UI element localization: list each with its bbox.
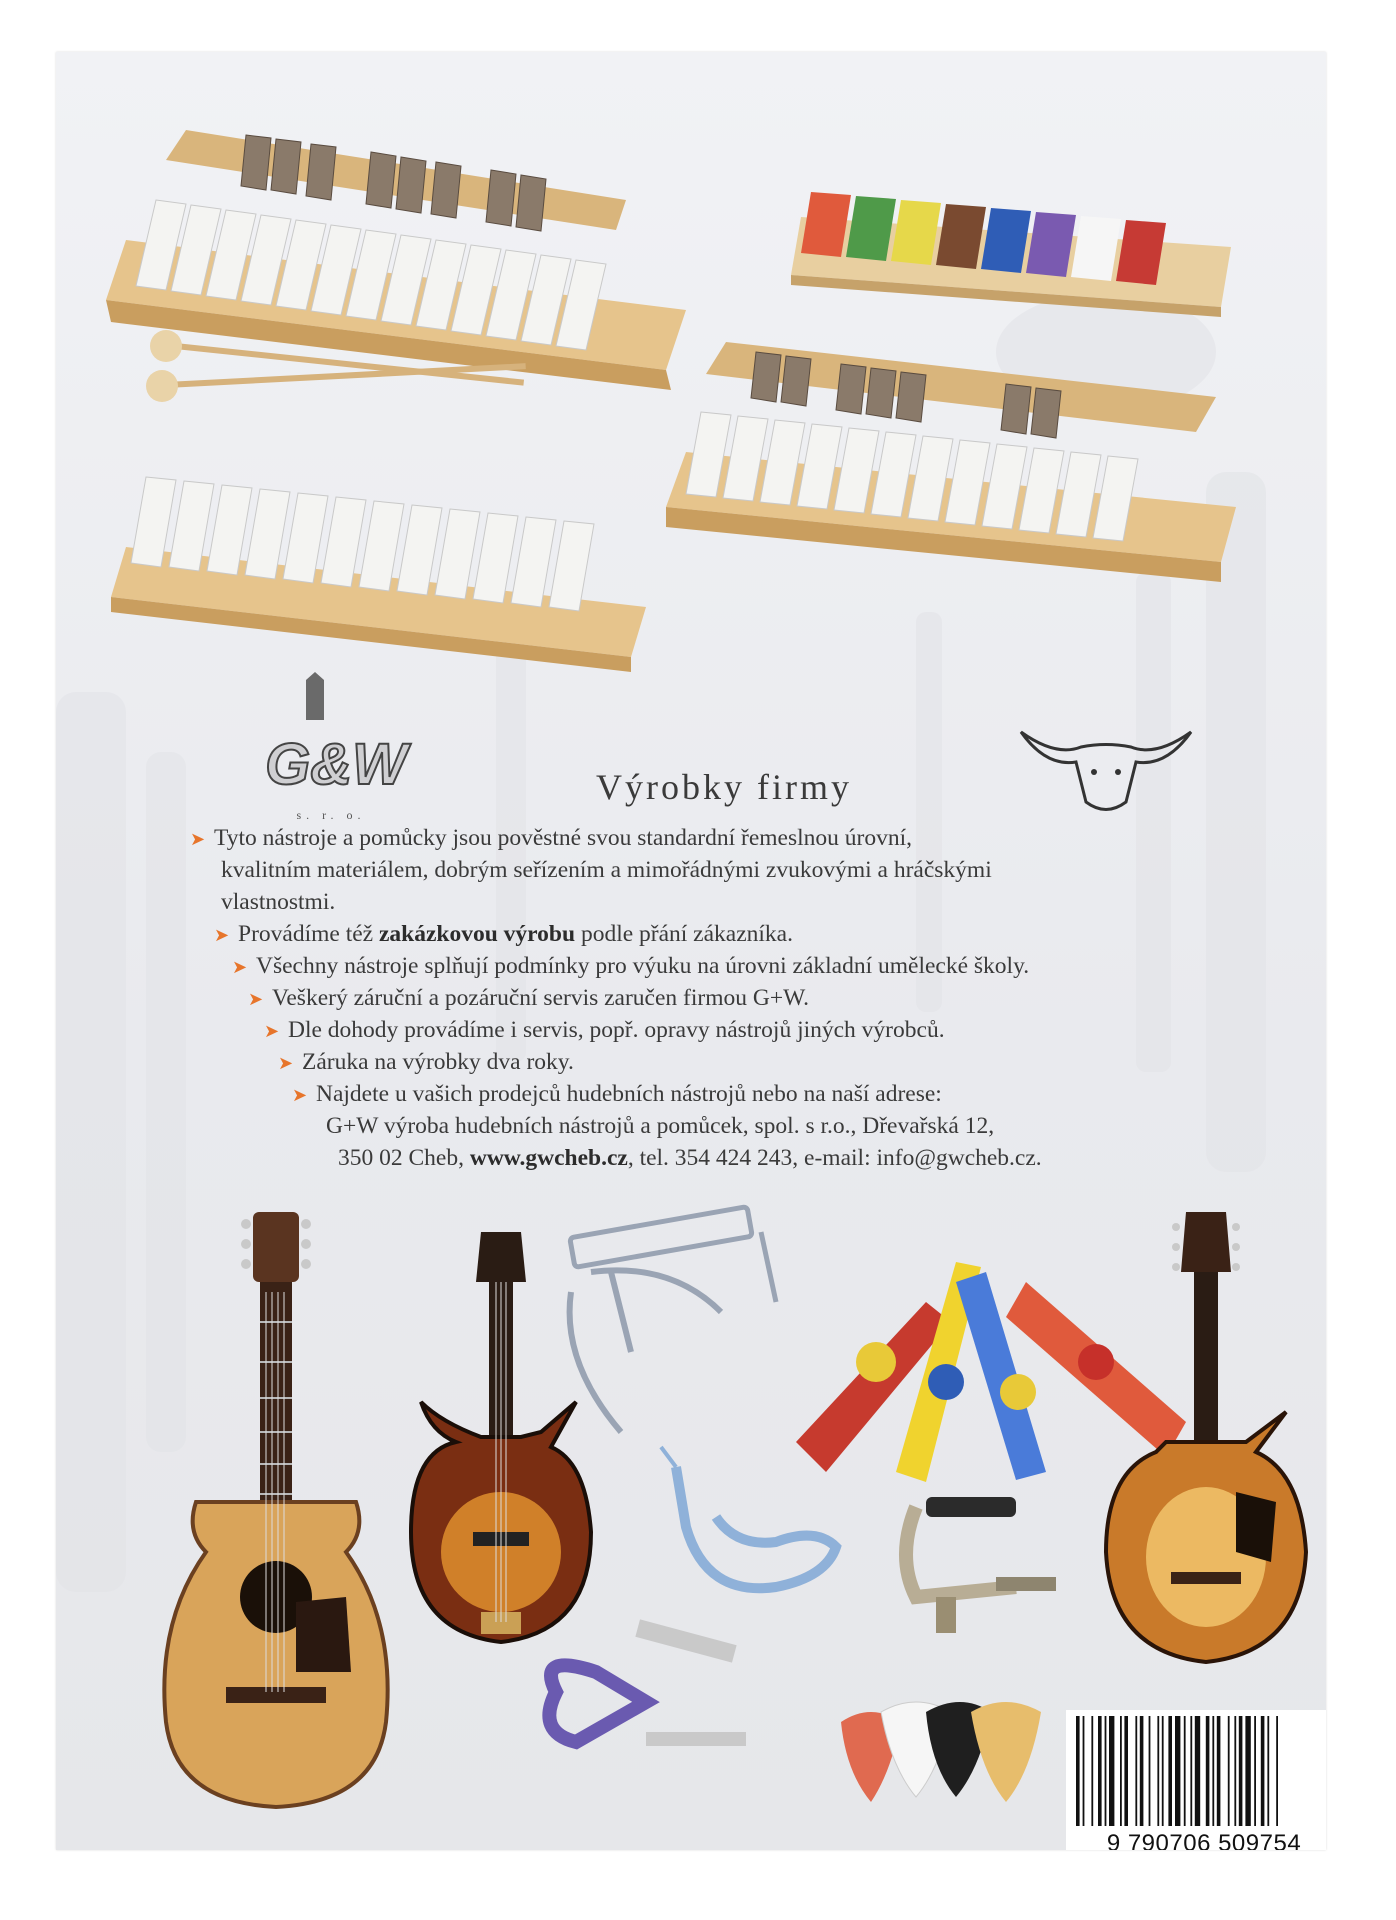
arrow-icon: ➤ [232,957,248,978]
barcode-bar [1217,1716,1221,1826]
barcode-bar [1245,1716,1250,1826]
barcode-bar [1239,1716,1243,1826]
mallets-image [126,320,546,420]
barcode-bar [1206,1716,1210,1826]
strap-capo-image [536,1612,756,1782]
barcode-bar [1261,1716,1265,1826]
list-item-text: Veškerý záruční a pozáruční servis zaručen firmou G+W. [272,985,810,1011]
barcode-bar [1109,1716,1114,1826]
jaw-harp-image [616,1447,856,1617]
logo-text: s. r. o. [296,808,366,822]
list-item-text: vlastnostmi. [221,889,336,915]
gw-logo-icon [256,672,416,822]
custom-production-emphasis: zakázkovou výrobu [378,921,576,947]
barcode-bar [1149,1716,1151,1826]
capo-image [856,1477,1076,1647]
list-item-text: Dle dohody provádíme i servis, popř. opravy nástrojů jiných výrobců. [288,1017,945,1043]
svg-text:G&W: G&W [265,732,407,797]
mandolin-sunburst-image [1096,1212,1316,1692]
barcode-bar [1157,1716,1159,1826]
barcode-bar [1083,1716,1085,1826]
arrow-icon: ➤ [278,1053,294,1074]
list-item [248,982,809,1016]
list-item [292,1078,942,1112]
arrow-icon: ➤ [214,925,230,946]
barcode-bar [1184,1716,1186,1826]
arrow-icon: ➤ [190,829,206,850]
barcode-bar [1124,1716,1128,1826]
barcode-bar [1120,1716,1122,1826]
barcode-bar [1168,1716,1172,1826]
arrow-icon: ➤ [248,989,264,1010]
glockenspiel-diatonic-image [106,457,666,677]
list-item [190,822,912,856]
barcode-bar [1254,1716,1256,1826]
barcode-image [1066,1710,1326,1850]
barcode-bar [1267,1716,1269,1826]
barcode-bar [1076,1716,1080,1826]
list-item-continuation [221,886,335,918]
color-glockenspiel-image [781,147,1251,317]
page-heading: Výrobky firmy [596,767,852,808]
barcode-bar [1135,1716,1137,1826]
list-item-text: kvalitním materiálem, dobrým seřízením a mimořádnými zvukovými a hráčskými [221,857,992,883]
list-item-continuation [221,854,992,886]
arrow-icon: ➤ [264,1021,280,1042]
guitar-picks-image [831,1692,1051,1822]
list-item-text: Najdete u vašich prodejců hudebních nástrojů nebo na naší adrese: [316,1081,942,1107]
harmonica-holder-image [541,1202,801,1442]
list-item: ➤ Provádíme též zakázkovou výrobu podle přání zákazníka. [214,918,793,952]
list-item [232,950,1029,984]
address-line: G+W výroba hudebních nástrojů a pomůcek, spol. s r.o., Dřevařská 12, [326,1113,995,1139]
glockenspiel-alto-image [656,302,1266,602]
list-item-text: Všechny nástroje splňují podmínky pro výuku na úrovni základní umělecké školy. [256,953,1030,979]
barcode-bar [1195,1716,1200,1826]
arrow-icon: ➤ [292,1085,308,1106]
list-item-text: Záruka na výrobky dva roky. [302,1049,574,1075]
barcode-bar [1190,1716,1192,1826]
barcode-bar [1105,1716,1107,1826]
barcode-bar [1098,1716,1102,1826]
list-item-text: Tyto nástroje a pomůcky jsou pověstné svou standardní řemeslnou úrovní, [214,825,913,851]
list-item [264,1014,945,1048]
barcode-bar [1276,1716,1278,1826]
barcode-bar [1162,1716,1164,1826]
acoustic-guitar-image [146,1202,406,1812]
contact-line: 350 02 Cheb, www.gwcheb.cz, tel. 354 424 243, e-mail: info@gwcheb.cz. [338,1145,1042,1171]
barcode-bar [1175,1716,1180,1826]
website-link[interactable]: www.gwcheb.cz [469,1145,628,1171]
list-item [278,1046,574,1080]
barcode-bar [1140,1716,1144,1826]
barcode-bar [1234,1716,1236,1826]
back-cover [56,52,1326,1850]
barcode-bar [1212,1716,1214,1826]
barcode-number: 9 790706 509754 [1106,1830,1302,1850]
bull-logo-icon [1016,712,1196,822]
barcode-bar [1228,1716,1230,1826]
barcode-bar [1091,1716,1093,1826]
